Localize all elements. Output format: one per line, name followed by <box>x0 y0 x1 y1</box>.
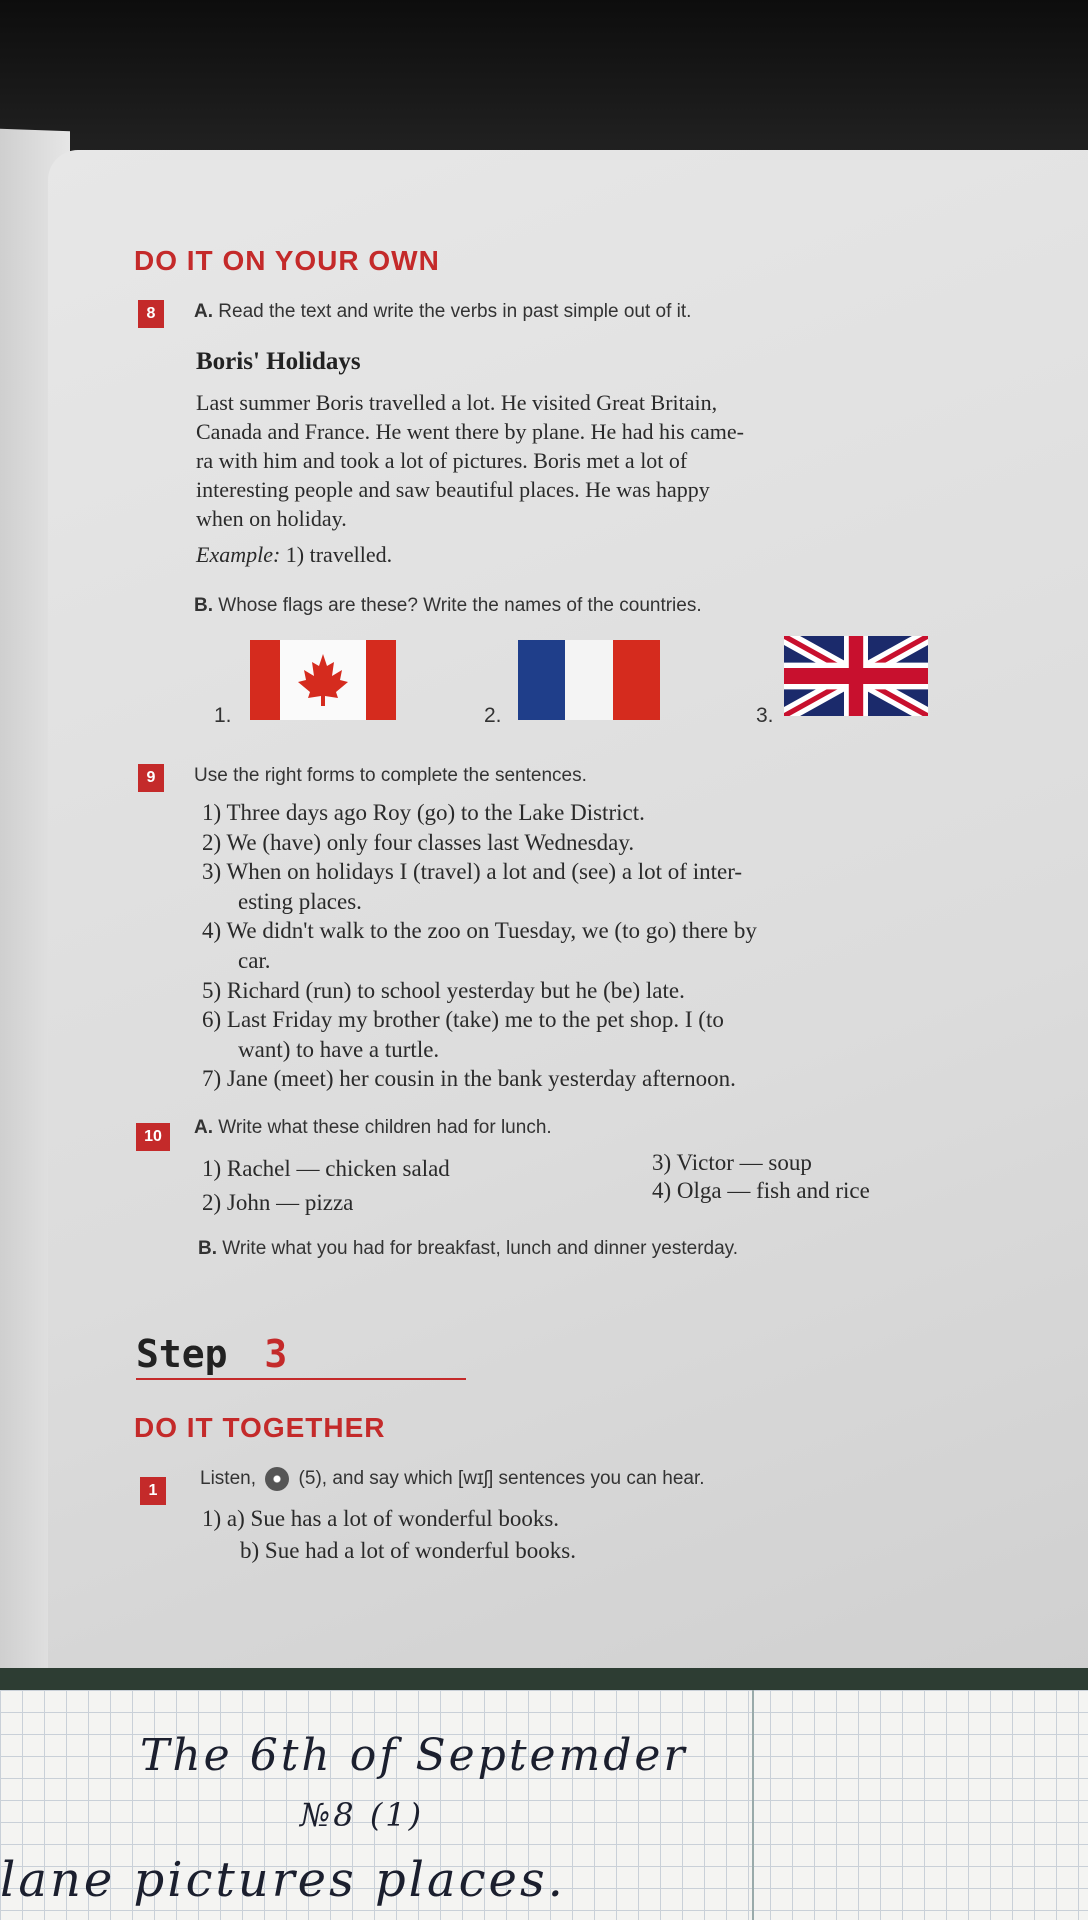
audio-cd-icon <box>265 1467 289 1491</box>
flag-number-2: 2. <box>484 704 502 727</box>
handwritten-exercise: №8 (1) <box>300 1796 425 1834</box>
lunch-item: 2) John — pizza <box>202 1190 354 1215</box>
lunch-item: 3) Victor — soup <box>652 1150 812 1175</box>
exercise-1-number: 1 <box>140 1477 166 1505</box>
sentence-line: 5) Richard (run) to school yesterday but he (be) late. <box>202 977 685 1003</box>
example-label: Example: <box>196 542 281 567</box>
part-letter: A. <box>194 1117 213 1138</box>
part-letter: A. <box>194 301 213 322</box>
ex1-sentence: b) Sue had a lot of wonderful books. <box>240 1538 576 1563</box>
part-letter: B. <box>194 595 213 616</box>
step-underline <box>136 1378 466 1380</box>
step-number: 3 <box>264 1332 288 1376</box>
sentence-line: car. <box>238 947 271 973</box>
example-line <box>196 542 392 568</box>
lunch-item: 1) Rachel — chicken salad <box>202 1156 450 1181</box>
ex10-part-b <box>198 1238 738 1260</box>
sentence-line: 7) Jane (meet) her cousin in the bank yesterday afternoon. <box>202 1066 736 1092</box>
text-line: interesting people and saw beautiful places. He was happy <box>196 477 710 502</box>
ex8-instruction: Read the text and write the verbs in past simple out of it. <box>218 301 692 322</box>
sentence-line: 2) We (have) only four classes last Wednesday. <box>202 829 635 855</box>
canada-flag-icon <box>250 640 396 720</box>
ex9-sentences <box>202 798 1022 1094</box>
ex10-instruction: Write what these children had for lunch. <box>218 1117 552 1138</box>
dark-background <box>0 0 1088 160</box>
ex1-instruction-rest: (5), and say which [wɪʃ] sentences you can hear. <box>298 1468 705 1490</box>
text-line: ra with him and took a lot of pictures. Boris met a lot of <box>196 448 688 473</box>
sentence-line: 3) When on holidays I (travel) a lot and (see) a lot of inter- <box>202 859 743 885</box>
text-line: Last summer Boris travelled a lot. He visited Great Britain, <box>196 390 718 415</box>
sentence-line: 6) Last Friday my brother (take) me to the pet shop. I (to <box>202 1007 724 1033</box>
sentence-line: want) to have a turtle. <box>238 1036 440 1062</box>
france-flag-icon <box>518 640 660 720</box>
ex10-b-instruction: Write what you had for breakfast, lunch and dinner yesterday. <box>222 1238 739 1259</box>
ex1-instruction <box>200 1467 705 1491</box>
step-label: Step <box>136 1332 228 1376</box>
text-line: when on holiday. <box>196 506 347 531</box>
flag-number-3: 3. <box>756 704 774 727</box>
handwritten-date: The 6th of Septemder <box>140 1730 688 1781</box>
uk-flag-icon <box>784 636 928 716</box>
lunch-item: 4) Olga — fish and rice <box>652 1178 870 1203</box>
exercise-8-number: 8 <box>138 300 164 328</box>
listen-text: Listen, <box>200 1468 256 1490</box>
sentence-line: esting places. <box>238 888 362 914</box>
part-letter: B. <box>198 1238 217 1259</box>
ex10-part-a <box>194 1117 552 1139</box>
exercise-9-number: 9 <box>138 764 164 792</box>
text-body <box>196 388 1004 533</box>
text-line: Canada and France. He went there by plane. He had his came- <box>196 419 744 444</box>
section-heading-together: DO IT TOGETHER <box>134 1412 386 1443</box>
notebook-fold <box>752 1690 754 1920</box>
section-heading-own: DO IT ON YOUR OWN <box>134 245 440 276</box>
handwritten-answers: lane pictures places. <box>0 1852 566 1908</box>
ex1-sentence: 1) a) Sue has a lot of wonderful books. <box>202 1506 560 1531</box>
ex9-instruction: Use the right forms to complete the sentences. <box>194 765 587 786</box>
sentence-line: 1) Three days ago Roy (go) to the Lake District. <box>202 800 645 825</box>
exercise-10-number: 10 <box>136 1123 170 1151</box>
example-text: 1) travelled. <box>285 542 393 567</box>
text-title: Boris' Holidays <box>196 348 361 375</box>
flag-number-1: 1. <box>214 704 232 727</box>
ex8-part-a <box>194 301 691 323</box>
sentence-line: 4) We didn't walk to the zoo on Tuesday, we (to go) there by <box>202 918 757 944</box>
ex8-b-instruction: Whose flags are these? Write the names of the countries. <box>218 595 702 616</box>
step-heading <box>136 1332 287 1376</box>
ex8-part-b <box>194 595 702 617</box>
